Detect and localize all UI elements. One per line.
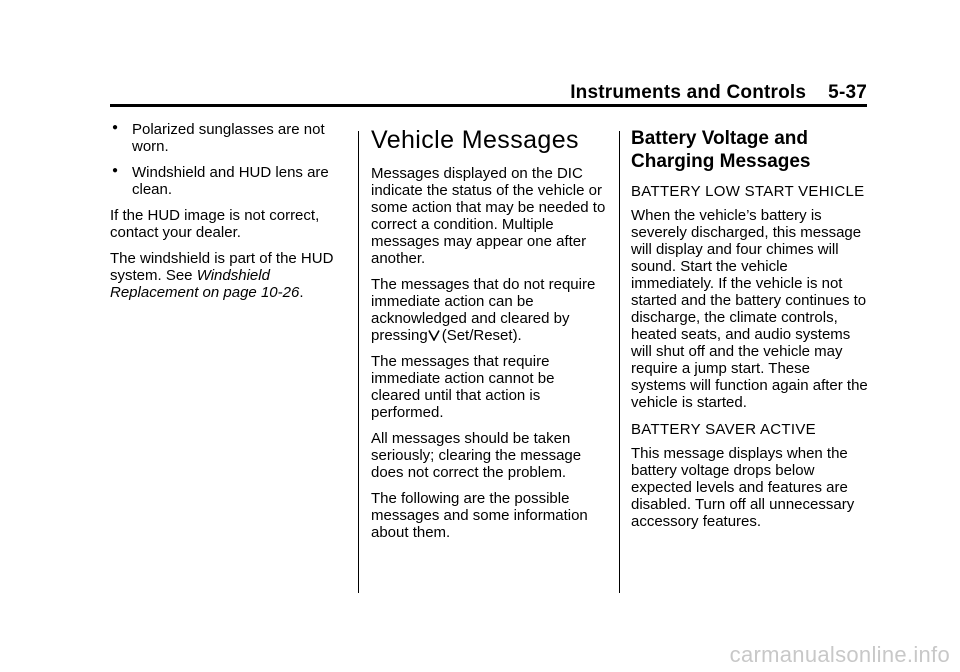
set-reset-check-icon: [428, 329, 440, 341]
paragraph: Messages displayed on the DIC indicate the status of the vehicle or some action that may be needed to correct a condition. Multiple messages may appear one after another.: [371, 165, 606, 267]
watermark: carmanualsonline.info: [729, 642, 950, 667]
paragraph: If the HUD image is not correct, contact your dealer.: [110, 207, 320, 241]
paragraph: This message displays when the battery voltage drops below expected levels and features are disabled. Turn off all unnecessary accessory features.: [631, 445, 855, 530]
message-heading: BATTERY LOW START VEHICLE: [631, 183, 865, 200]
paragraph-with-reference: [110, 250, 346, 301]
bullet-text: Windshield and HUD lens are clean.: [132, 164, 329, 198]
page-number: 5-37: [828, 82, 867, 103]
cross-reference-link[interactable]: Windshield Replacement on page 10-26: [110, 267, 300, 301]
paragraph-text: The messages that do not require immediate action can be acknowledged and cleared by pressing: [371, 276, 596, 344]
column-divider-1: [358, 131, 359, 593]
column-3: [631, 121, 869, 539]
section-heading: Vehicle Messages: [371, 126, 579, 154]
message-heading: BATTERY SAVER ACTIVE: [631, 421, 816, 438]
paragraph: All messages should be taken seriously; clearing the message does not correct the problem.: [371, 430, 582, 481]
section-title: Instruments and Controls: [570, 82, 807, 103]
paragraph-text: (Set/Reset).: [441, 327, 522, 344]
section-heading: Battery Voltage and Charging Messages: [631, 128, 811, 172]
bullet-text: Polarized sunglasses are not worn.: [132, 121, 325, 155]
list-item: [110, 164, 346, 198]
list-item: [110, 121, 346, 155]
paragraph: When the vehicle’s battery is severely discharged, this message will display and four chimes will sound. Start the vehicle immediately. If the vehicle is not started and the battery continues to discharge, the climate controls, heated seats, and audio systems will shut off and the vehicle may require a jump start. These systems will function again after the vehicle is started.: [631, 207, 868, 411]
paragraph-text: .: [299, 284, 304, 301]
bullet-icon: ●: [112, 165, 119, 176]
bullet-list: [110, 121, 346, 198]
paragraph-with-icon: [371, 276, 607, 344]
column-divider-2: [619, 131, 620, 593]
page-header: [110, 82, 867, 106]
bullet-icon: ●: [112, 122, 119, 133]
column-1: [110, 121, 346, 310]
paragraph: The messages that require immediate action cannot be cleared until that action is performed.: [371, 353, 555, 421]
paragraph: The following are the possible messages and some information about them.: [371, 490, 588, 541]
paragraph-text: The windshield is part of the HUD system. See: [110, 250, 334, 284]
header-text: [570, 82, 867, 104]
header-rule: [110, 104, 867, 107]
column-2: [371, 121, 607, 550]
